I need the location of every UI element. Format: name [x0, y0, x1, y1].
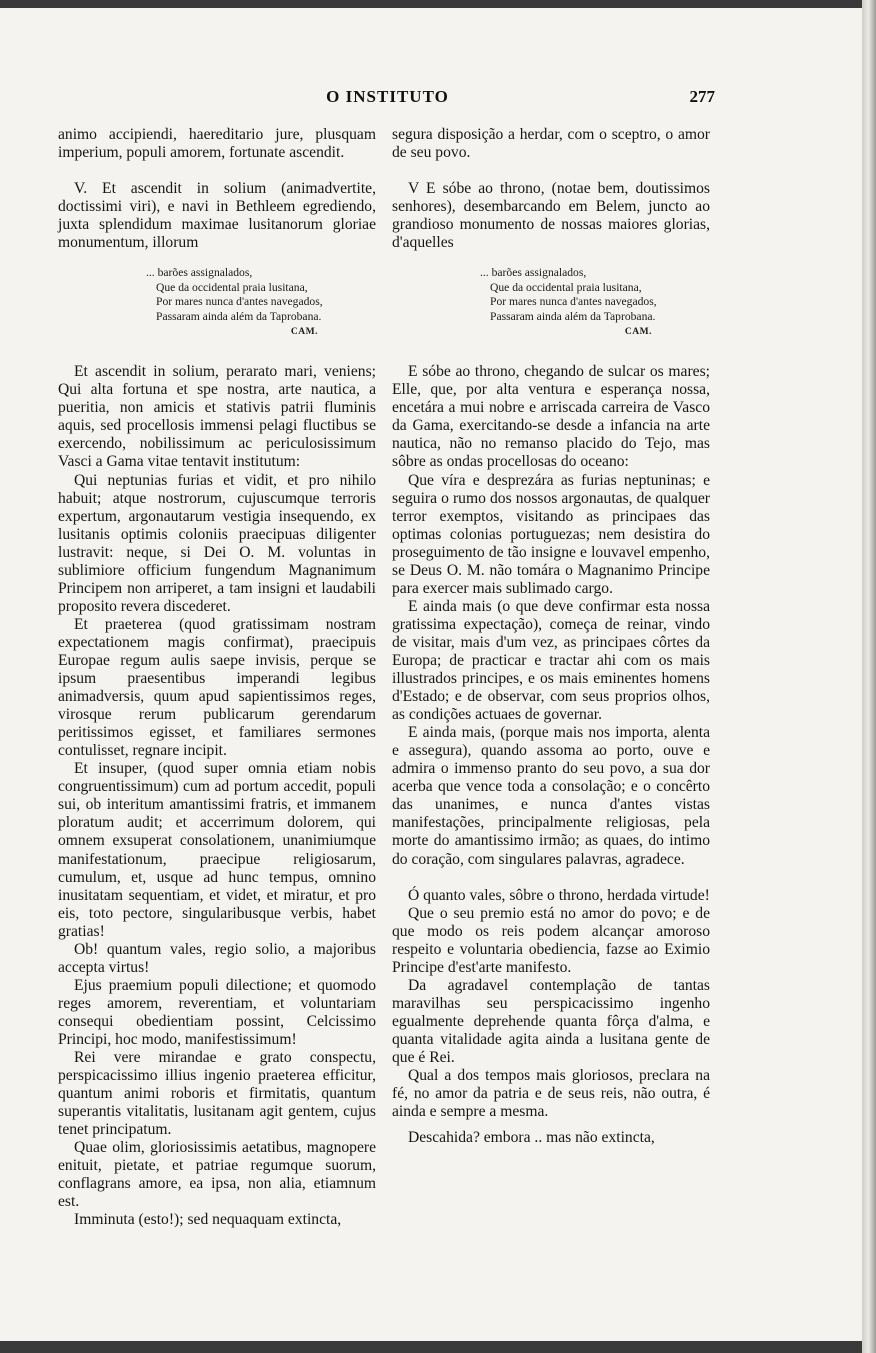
portuguese-paragraph: E ainda mais, (porque mais nos importa, alenta e assegura), quando assoma ao porto, ouve e admira o immenso pranto do seu povo, a sua dor acerba que vence toda a consolação; e o concêrto das unanimes, e nunca d'antes vistas manifestações, principalmente religiosas, pela morte do amantissimo irmão; as quaes, do intimo do coração, com singulares palavras, agradece. [392, 724, 710, 868]
verse-attribution: CAM. [624, 326, 652, 337]
portuguese-paragraph: Da agradavel contemplação de tantas maravilhas seu perspicacissimo ingenho egualmente deprehende quanta fôrça d'alma, e quanta vitalidade agita ainda a lusitana gente de que é Rei. [392, 976, 710, 1066]
verse-line: Passaram ainda além da Taprobana. [490, 310, 656, 324]
latin-paragraph: V. Et ascendit in solium (animadvertite, doctissimi viri), e navi in Bethleem egrediendo, juxta splendidum maximae lusitanorum gloriae monumentum, illorum [58, 180, 376, 252]
portuguese-paragraph: segura disposição a herdar, com o sceptro, o amor de seu povo. [392, 126, 710, 162]
verse-line: ... barões assignalados, [480, 266, 587, 280]
verse-line: Que da occidental praia lusitana, [156, 280, 308, 294]
latin-paragraph: Et ascendit in solium, perarato mari, veniens; Qui alta fortuna et spe nostra, arte nautica, a pueritia, non amicis et stativis patrii fluminis aquis, sed procellosis immensi pelagi fluctibus se exercendo, nobilissimum ac periculosissimum Vasci a Gama vitae tentavit institutum: [58, 363, 376, 471]
verse-quotation [58, 266, 376, 339]
running-title: O INSTITUTO [326, 87, 449, 106]
verse-line: Por mares nunca d'antes navegados, [156, 295, 323, 309]
portuguese-paragraph: Que víra e desprezára as furias neptuninas; e seguira o rumo dos nossos argonautas, de qualquer terror exemptos, visitando as principaes das optimas colonias portuguezas; nem desistira do proseguimento de tão insigne e louvavel empenho, se Deus O. M. não tomára o Magnanimo Principe para exercer mais sublimado cargo. [392, 471, 710, 597]
latin-paragraph: Ejus praemium populi dilectione; et quomodo reges amorem, reverentiam, et voluntariam consequi obedientiam possint, Celcissimo Principi, hoc modo, manifestissimum! [58, 976, 376, 1048]
latin-paragraph: Ob! quantum vales, regio solio, a majoribus accepta virtus! [58, 940, 376, 976]
portuguese-paragraph: Descahida? embora .. mas não extincta, [408, 1129, 655, 1147]
verse-quotation [392, 266, 710, 339]
portuguese-paragraph: Que o seu premio está no amor do povo; e de que modo os reis podem alcançar amoroso respeito e voluntaria obediencia, fazse ao Eximio Principe d'est'arte manifesto. [392, 904, 710, 976]
verse-line: ... barões assignalados, [146, 266, 253, 280]
journal-page [0, 8, 862, 1341]
page-edge [862, 0, 876, 1353]
portuguese-paragraph: E ainda mais (o que deve confirmar esta nossa gratissima expectação), começa de reinar, vindo de visitar, mais d'um vez, as principaes côrtes da Europa; de practicar e tractar ahi com os mais illustrados principes, e os mais eminentes homens d'Estado; e de observar, com seus proprios olhos, as condições actuaes de governar. [392, 597, 710, 724]
latin-paragraph: Quae olim, gloriosissimis aetatibus, magnopere enituit, pietate, et patriae regumque suorum, conflagrans amore, ea ipsa, non alia, etiamnum est. [58, 1139, 376, 1211]
latin-paragraph: Imminuta (esto!); sed nequaquam extincta, [74, 1211, 342, 1229]
portuguese-paragraph: V E sóbe ao throno, (notae bem, doutissimos senhores), desembarcando em Belem, juncto ao grandioso monumento de nossas maiores glorias, d'aquelles [392, 180, 710, 252]
portuguese-paragraph: Ó quanto vales, sôbre o throno, herdada virtude! [408, 886, 710, 904]
latin-column [58, 126, 376, 1230]
verse-line: Por mares nunca d'antes navegados, [490, 295, 657, 309]
portuguese-paragraph: E sóbe ao throno, chegando de sulcar os mares; Elle, que, por alta ventura e esperança nossa, encetára a mui nobre e arriscada carreira de Vasco da Gama, exercitando-se desde a infancia na arte nautica, não no remanso placido do Tejo, mas sôbre as ondas procellosas do oceano: [392, 363, 710, 471]
latin-paragraph: Rei vere mirandae e grato conspectu, perspicacissimo illius ingenio praeterea efficitur, quantum animi roboris et firmitatis, quantum superantis vitalitatis, lusitanam agit gentem, cujus tenet principatum. [58, 1049, 376, 1139]
latin-paragraph: animo accipiendi, haereditario jure, plusquam imperium, populi amorem, fortunate ascendit. [58, 126, 376, 162]
page-header [60, 87, 715, 111]
portuguese-paragraph: Qual a dos tempos mais gloriosos, preclara na fé, no amor da patria e de seus reis, não outra, é ainda e sempre a mesma. [392, 1067, 710, 1121]
verse-line: Que da occidental praia lusitana, [490, 280, 642, 294]
latin-paragraph: Et insuper, (quod super omnia etiam nobis congruentissimum) cum ad portum accedit, populi sui, ob interitum amantissimi fratris, et immanem ploratum audit; et accerrimum dolorem, qui omnem exsuperat consolationem, unanimiumque manifestationum, praecipue religiosarum, cumulum, et, usque ad hunc tempus, omnino inusitatam sequentiam, et videt, et miratur, et pro eis, toto pectore, singularibusque verbis, habet gratias! [58, 760, 376, 940]
page-number: 277 [689, 87, 715, 106]
latin-paragraph: Qui neptunias furias et vidit, et pro nihilo habuit; atque nostrorum, cujuscumque terroris expertum, argonautarum vestigia insequendo, ex lusitanis optimis coloniis praecipuas diligenter lustravit: neque, si Dei O. M. voluntas in sublimiore officium fungendum Magnanimum Principem non arriperet, a tam insigni et laudabili proposito revera discederet. [58, 471, 376, 615]
portuguese-column [392, 126, 710, 1147]
verse-attribution: CAM. [290, 326, 318, 337]
latin-paragraph: Et praeterea (quod gratissimam nostram expectationem magis confirmat), praecipuis Europae regum aulis saepe invisis, perque se ipsum praesentibus imperandi legibus animadversis, quum apud sapientissimos reges, virosque rerum publicarum gerendarum peritissimos egisset, et familiares sermones contulisset, regnare incipit. [58, 615, 376, 760]
verse-line: Passaram ainda além da Taprobana. [156, 310, 322, 324]
